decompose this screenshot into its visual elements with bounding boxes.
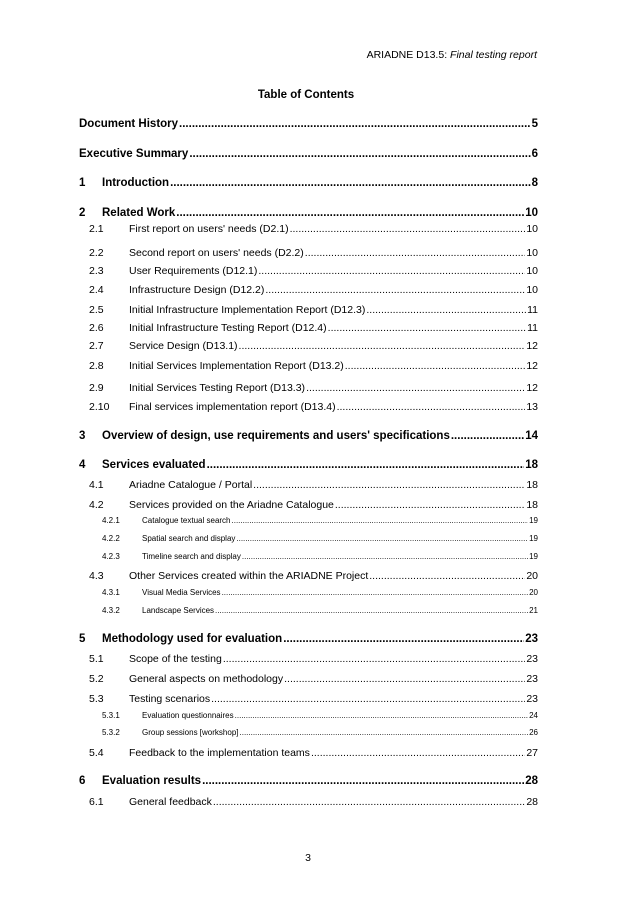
toc-leader-dots [222,588,529,597]
toc-entry-page: 11 [527,304,538,316]
toc-leader-dots [236,534,528,543]
toc-entry[interactable] [89,322,538,334]
toc-entry-title: Services evaluated [102,459,206,471]
toc-leader-dots [258,265,525,277]
toc-entry-number: 4.2.1 [102,516,120,525]
toc-entry-title: Initial Infrastructure Implementation Report (D12.3) [129,304,366,316]
toc-entry-page: 12 [526,340,538,352]
toc-entry-title: User Requirements (D12.1) [129,265,258,277]
toc-entry-title: Spatial search and display [142,534,236,543]
toc-entry-number: 2 [79,207,86,219]
toc-entry-title: Services provided on the Ariadne Catalogue [129,499,334,511]
toc-entry[interactable] [102,534,538,543]
toc-entry-number: 4.3.1 [102,588,120,597]
toc-entry-title: Initial Services Testing Report (D13.3) [129,382,306,394]
toc-entry[interactable] [89,340,538,352]
toc-entry-number: 4.2 [89,499,104,511]
toc-entry-page: 23 [526,673,538,685]
toc-entry-number: 5.2 [89,673,104,685]
toc-entry-page: 10 [525,207,538,219]
toc-entry-number: 4.2.2 [102,534,120,543]
toc-leader-dots [311,747,525,759]
toc-entry-title: Related Work [102,207,176,219]
toc-entry-title: Evaluation questionnaires [142,711,234,720]
toc-entry[interactable] [79,148,538,160]
toc-entry[interactable] [89,479,538,491]
toc-entry-title: Service Design (D13.1) [129,340,238,352]
toc-entry-number: 2.3 [89,265,104,277]
toc-entry-title: Evaluation results [102,775,202,787]
toc-entry[interactable] [89,247,538,259]
toc-entry-page: 6 [531,148,538,160]
toc-entry-title: Testing scenarios [129,693,211,705]
toc-entry[interactable] [102,728,538,737]
toc-entry-title: Feedback to the implementation teams [129,747,310,759]
toc-leader-dots [189,148,530,160]
toc-leader-dots [240,728,529,737]
toc-entry-title: Landscape Services [142,606,215,615]
toc-entry-page: 8 [531,177,538,189]
toc-entry[interactable] [79,118,538,130]
toc-entry[interactable] [89,570,538,582]
toc-entry-number: 2.2 [89,247,104,259]
toc-entry[interactable] [79,633,538,645]
toc-entry-number: 2.7 [89,340,104,352]
toc-entry-number: 4.1 [89,479,104,491]
toc-entry-number: 1 [79,177,86,189]
toc-entry-number: 5.4 [89,747,104,759]
toc-entry[interactable] [79,775,538,787]
toc-entry-title: Catalogue textual search [142,516,231,525]
toc-entry[interactable] [102,711,538,720]
toc-entry-page: 18 [526,479,538,491]
toc-entry-page: 14 [525,430,538,442]
toc-entry[interactable] [89,747,538,759]
toc-leader-dots [207,459,525,471]
toc-leader-dots [328,322,526,334]
toc-entry-title: Methodology used for evaluation [102,633,283,645]
toc-entry-number: 2.9 [89,382,104,394]
toc-leader-dots [170,177,531,189]
toc-entry-number: 5 [79,633,86,645]
toc-entry[interactable] [89,360,538,372]
toc-leader-dots [335,499,525,511]
toc-entry-number: 5.3 [89,693,104,705]
toc-leader-dots [232,516,529,525]
toc-entry-page: 23 [526,653,538,665]
toc-entry-page: 10 [526,247,538,259]
toc-entry-title: Second report on users' needs (D2.2) [129,247,304,259]
toc-entry-number: 2.8 [89,360,104,372]
toc-leader-dots [213,796,525,808]
toc-leader-dots [451,430,524,442]
toc-entry-number: 5.3.1 [102,711,120,720]
toc-entry-page: 12 [526,382,538,394]
toc-entry-page: 20 [526,570,538,582]
toc-leader-dots [202,775,524,787]
toc-leader-dots [211,693,525,705]
toc-leader-dots [239,340,526,352]
toc-entry-page: 11 [527,322,538,334]
toc-entry-page: 26 [529,728,538,737]
toc-entry[interactable] [89,499,538,511]
toc-entry-page: 28 [526,796,538,808]
toc-entry-page: 10 [526,223,538,235]
toc-entry-title: Timeline search and display [142,552,241,561]
toc-entry-title: Overview of design, use requirements and users' specifications [102,430,450,442]
toc-entry-number: 6.1 [89,796,104,808]
toc-entry-number: 2.6 [89,322,104,334]
toc-leader-dots [215,606,528,615]
toc-leader-dots [369,570,525,582]
toc-leader-dots [265,284,525,296]
toc-entry-number: 4.3.2 [102,606,120,615]
toc-entry[interactable] [79,430,538,442]
header-doc-id: ARIADNE D13.5: [366,49,451,61]
toc-entry[interactable] [79,177,538,189]
toc-entry-number: 4.3 [89,570,104,582]
toc-entry-title: Final services implementation report (D13.4) [129,401,336,413]
toc-entry-number: 2.5 [89,304,104,316]
toc-entry-number: 4.2.3 [102,552,120,561]
header-doc-title: Final testing report [450,49,537,61]
toc-entry-title: Introduction [102,177,170,189]
toc-entry-title: Executive Summary [79,148,189,160]
toc-leader-dots [290,223,526,235]
toc-entry-number: 4 [79,459,86,471]
toc-entry-number: 6 [79,775,86,787]
toc-entry-title: General feedback [129,796,212,808]
toc-entry-page: 19 [529,516,538,525]
toc-entry-page: 5 [531,118,538,130]
toc-entry[interactable] [79,459,538,471]
toc-entry[interactable] [102,516,538,525]
toc-leader-dots [337,401,526,413]
toc-entry[interactable] [102,552,538,561]
toc-entry[interactable] [89,265,538,277]
toc-leader-dots [176,207,524,219]
toc-leader-dots [306,382,525,394]
toc-entry[interactable] [89,653,538,665]
toc-entry[interactable] [79,207,538,219]
toc-entry-page: 27 [526,747,538,759]
toc-entry[interactable] [89,284,538,296]
toc-entry-page: 18 [526,499,538,511]
toc-entry[interactable] [89,401,538,413]
toc-leader-dots [242,552,528,561]
toc-entry[interactable] [89,796,538,808]
toc-entry-number: 2.10 [89,401,110,413]
toc-entry[interactable] [102,606,538,615]
toc-entry[interactable] [89,304,538,316]
toc-entry-title: Group sessions [workshop] [142,728,239,737]
toc-leader-dots [235,711,528,720]
toc-entry-page: 12 [526,360,538,372]
toc-entry-page: 18 [525,459,538,471]
toc-entry-title: Initial Infrastructure Testing Report (D12.4) [129,322,327,334]
toc-leader-dots [305,247,526,259]
toc-entry-number: 5.1 [89,653,104,665]
toc-entry-number: 2.4 [89,284,104,296]
toc-entry-title: Other Services created within the ARIADNE Project [129,570,369,582]
toc-entry-page: 10 [526,265,538,277]
toc-leader-dots [179,118,531,130]
page-number: 3 [305,852,311,864]
toc-title: Table of Contents [257,89,355,101]
toc-entry-title: Visual Media Services [142,588,221,597]
toc-leader-dots [284,673,525,685]
toc-entry-title: General aspects on methodology [129,673,284,685]
toc-entry-title: Scope of the testing [129,653,222,665]
toc-entry[interactable] [102,588,538,597]
toc-entry-number: 3 [79,430,86,442]
toc-entry-page: 28 [525,775,538,787]
toc-entry-title: Document History [79,118,179,130]
toc-leader-dots [283,633,524,645]
toc-entry-page: 21 [529,606,538,615]
toc-entry-page: 10 [526,284,538,296]
toc-entry[interactable] [89,223,538,235]
toc-entry-page: 19 [529,552,538,561]
toc-leader-dots [253,479,525,491]
toc-entry[interactable] [89,673,538,685]
toc-entry-page: 23 [526,693,538,705]
toc-entry[interactable] [89,382,538,394]
toc-entry-title: Initial Services Implementation Report (D13.2) [129,360,344,372]
toc-entry-page: 24 [529,711,538,720]
toc-entry-page: 20 [529,588,538,597]
toc-entry-number: 2.1 [89,223,104,235]
toc-entry-number: 5.3.2 [102,728,120,737]
toc-entry-title: First report on users' needs (D2.1) [129,223,289,235]
toc-entry-page: 23 [525,633,538,645]
toc-entry[interactable] [89,693,538,705]
toc-leader-dots [345,360,526,372]
toc-entry-title: Ariadne Catalogue / Portal [129,479,253,491]
toc-entry-page: 19 [529,534,538,543]
toc-entry-page: 13 [526,401,538,413]
toc-leader-dots [223,653,525,665]
toc-leader-dots [366,304,526,316]
toc-entry-title: Infrastructure Design (D12.2) [129,284,265,296]
